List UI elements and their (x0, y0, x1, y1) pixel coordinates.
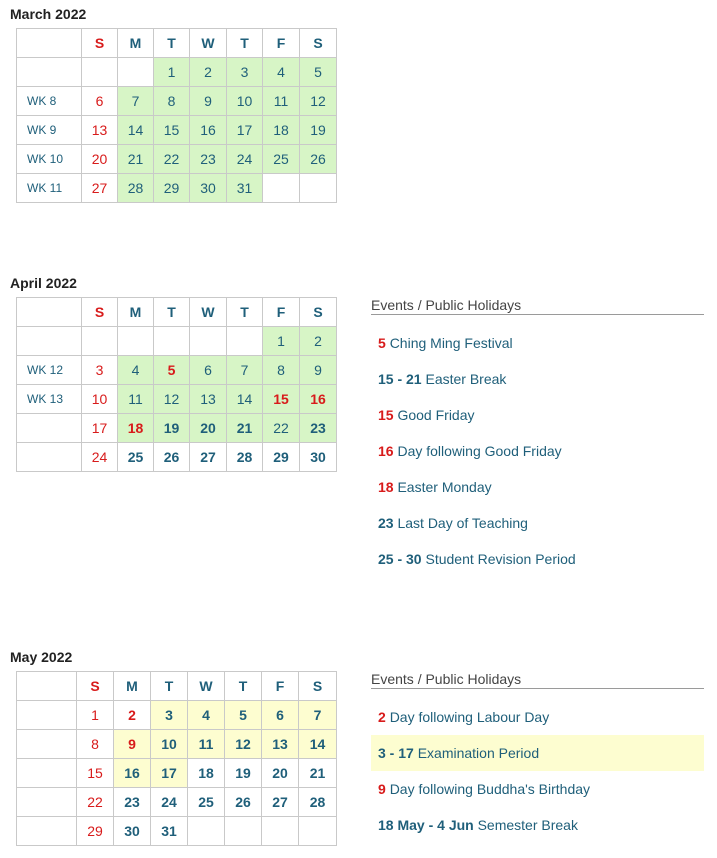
week-label (17, 759, 77, 788)
day-cell: 17 (227, 116, 263, 145)
day-cell: 4 (188, 701, 225, 730)
day-cell: 29 (154, 174, 190, 203)
week-label (17, 730, 77, 759)
day-cell: 24 (227, 145, 263, 174)
week-label (17, 414, 82, 443)
day-cell: 15 (154, 116, 190, 145)
event-date: 15 (378, 407, 394, 423)
event-text: Easter Monday (397, 479, 492, 495)
day-cell: 27 (190, 443, 227, 472)
day-cell: 31 (151, 817, 188, 846)
week-label (17, 788, 77, 817)
day-cell: 9 (114, 730, 151, 759)
day-cell: 20 (190, 414, 227, 443)
weekday-sat: S (300, 298, 337, 327)
events-heading: Events / Public Holidays (371, 297, 704, 315)
event-item (371, 771, 704, 807)
day-cell: 23 (114, 788, 151, 817)
day-cell: 18 (188, 759, 225, 788)
day-cell: 20 (82, 145, 118, 174)
day-cell: 16 (300, 385, 337, 414)
day-cell: 8 (77, 730, 114, 759)
weekday-header-row (17, 298, 337, 327)
day-cell: 5 (225, 701, 262, 730)
day-cell: 12 (225, 730, 262, 759)
day-cell: 10 (82, 385, 118, 414)
week-label (17, 327, 82, 356)
weekday-mon: M (118, 29, 154, 58)
week-label (17, 817, 77, 846)
event-item (371, 735, 704, 771)
day-cell: 16 (190, 116, 227, 145)
weekday-fri: F (263, 298, 300, 327)
week-label: WK 11 (17, 174, 82, 203)
day-cell: 18 (263, 116, 300, 145)
day-cell: 19 (300, 116, 337, 145)
day-cell: 1 (154, 58, 190, 87)
week-label (17, 58, 82, 87)
day-cell: 14 (299, 730, 337, 759)
day-cell: 6 (190, 356, 227, 385)
day-cell: 14 (118, 116, 154, 145)
day-cell: 9 (300, 356, 337, 385)
week-row (17, 730, 337, 759)
day-cell: 21 (118, 145, 154, 174)
day-cell: 21 (227, 414, 263, 443)
event-text: Examination Period (417, 745, 540, 761)
day-cell: 22 (263, 414, 300, 443)
day-cell: 25 (118, 443, 154, 472)
day-cell: 24 (82, 443, 118, 472)
day-cell: 23 (190, 145, 227, 174)
day-cell: 15 (263, 385, 300, 414)
week-row (17, 443, 337, 472)
day-cell: 26 (154, 443, 190, 472)
week-label: WK 10 (17, 145, 82, 174)
event-date: 2 (378, 709, 386, 725)
day-cell: 10 (151, 730, 188, 759)
day-cell: 10 (227, 87, 263, 116)
event-text: Semester Break (477, 817, 578, 833)
day-cell: 19 (225, 759, 262, 788)
event-date: 5 (378, 335, 386, 351)
week-label-header (17, 672, 77, 701)
event-text: Day following Good Friday (397, 443, 562, 459)
day-cell: 26 (225, 788, 262, 817)
calendar-march (16, 28, 337, 203)
day-cell: 2 (114, 701, 151, 730)
day-cell: 2 (190, 58, 227, 87)
week-row (17, 87, 337, 116)
day-cell: 30 (300, 443, 337, 472)
day-cell: 1 (263, 327, 300, 356)
event-text: Day following Buddha's Birthday (389, 781, 591, 797)
weekday-sat: S (300, 29, 337, 58)
day-cell (188, 817, 225, 846)
event-date: 3 - 17 (378, 745, 414, 761)
day-cell: 22 (77, 788, 114, 817)
weekday-wed: W (188, 672, 225, 701)
weekday-header-row (17, 29, 337, 58)
events-may (371, 671, 704, 843)
day-cell: 7 (118, 87, 154, 116)
week-row (17, 356, 337, 385)
weekday-mon: M (114, 672, 151, 701)
weekday-sun: S (82, 298, 118, 327)
day-cell: 25 (263, 145, 300, 174)
calendar-may (16, 671, 337, 846)
week-label-header (17, 29, 82, 58)
day-cell: 15 (77, 759, 114, 788)
day-cell: 16 (114, 759, 151, 788)
day-cell: 21 (299, 759, 337, 788)
day-cell: 7 (227, 356, 263, 385)
day-cell: 20 (262, 759, 299, 788)
week-row (17, 174, 337, 203)
week-label (17, 701, 77, 730)
day-cell: 27 (262, 788, 299, 817)
day-cell: 13 (262, 730, 299, 759)
event-text: Easter Break (425, 371, 507, 387)
event-text: Student Revision Period (425, 551, 576, 567)
event-item (371, 699, 704, 735)
month-title-march: March 2022 (10, 6, 87, 22)
day-cell: 3 (151, 701, 188, 730)
day-cell (82, 327, 118, 356)
day-cell: 31 (227, 174, 263, 203)
weekday-tue: T (154, 29, 190, 58)
event-item (371, 807, 704, 843)
day-cell (118, 58, 154, 87)
day-cell: 7 (299, 701, 337, 730)
event-date: 16 (378, 443, 394, 459)
events-april (371, 297, 704, 577)
event-text: Ching Ming Festival (389, 335, 513, 351)
event-text: Good Friday (397, 407, 475, 423)
day-cell (263, 174, 300, 203)
week-row (17, 385, 337, 414)
week-label: WK 9 (17, 116, 82, 145)
week-row (17, 58, 337, 87)
weekday-thu: T (225, 672, 262, 701)
week-label: WK 12 (17, 356, 82, 385)
day-cell: 1 (77, 701, 114, 730)
day-cell: 8 (154, 87, 190, 116)
event-item (371, 433, 704, 469)
weekday-header-row (17, 672, 337, 701)
day-cell: 13 (82, 116, 118, 145)
day-cell: 9 (190, 87, 227, 116)
weekday-mon: M (118, 298, 154, 327)
event-item (371, 469, 704, 505)
day-cell: 14 (227, 385, 263, 414)
event-date: 18 (378, 479, 394, 495)
weekday-sun: S (82, 29, 118, 58)
day-cell: 29 (263, 443, 300, 472)
day-cell: 6 (82, 87, 118, 116)
day-cell: 17 (151, 759, 188, 788)
weekday-tue: T (154, 298, 190, 327)
day-cell (225, 817, 262, 846)
day-cell: 22 (154, 145, 190, 174)
event-item (371, 397, 704, 433)
weekday-fri: F (263, 29, 300, 58)
day-cell: 8 (263, 356, 300, 385)
week-label-header (17, 298, 82, 327)
weekday-wed: W (190, 298, 227, 327)
event-date: 9 (378, 781, 386, 797)
day-cell (227, 327, 263, 356)
day-cell: 11 (263, 87, 300, 116)
day-cell: 25 (188, 788, 225, 817)
weekday-thu: T (227, 298, 263, 327)
day-cell (82, 58, 118, 87)
day-cell: 30 (190, 174, 227, 203)
day-cell: 4 (118, 356, 154, 385)
day-cell: 27 (82, 174, 118, 203)
event-date: 18 May - 4 Jun (378, 817, 474, 833)
day-cell: 26 (300, 145, 337, 174)
week-row (17, 817, 337, 846)
week-row (17, 414, 337, 443)
day-cell: 12 (154, 385, 190, 414)
month-title-april: April 2022 (10, 275, 77, 291)
day-cell (299, 817, 337, 846)
day-cell: 19 (154, 414, 190, 443)
week-label: WK 13 (17, 385, 82, 414)
day-cell: 13 (190, 385, 227, 414)
day-cell: 3 (227, 58, 263, 87)
events-heading: Events / Public Holidays (371, 671, 704, 689)
weekday-thu: T (227, 29, 263, 58)
day-cell: 29 (77, 817, 114, 846)
day-cell (262, 817, 299, 846)
day-cell: 24 (151, 788, 188, 817)
day-cell: 2 (300, 327, 337, 356)
event-item (371, 505, 704, 541)
month-title-may: May 2022 (10, 649, 73, 665)
event-text: Day following Labour Day (389, 709, 550, 725)
event-date: 23 (378, 515, 394, 531)
week-row (17, 116, 337, 145)
weekday-fri: F (262, 672, 299, 701)
event-text: Last Day of Teaching (397, 515, 528, 531)
day-cell: 11 (118, 385, 154, 414)
day-cell: 28 (299, 788, 337, 817)
day-cell: 5 (154, 356, 190, 385)
day-cell (300, 174, 337, 203)
day-cell: 12 (300, 87, 337, 116)
event-item (371, 325, 704, 361)
week-row (17, 788, 337, 817)
day-cell: 11 (188, 730, 225, 759)
day-cell: 5 (300, 58, 337, 87)
day-cell: 3 (82, 356, 118, 385)
day-cell (118, 327, 154, 356)
event-item (371, 361, 704, 397)
day-cell: 30 (114, 817, 151, 846)
day-cell: 28 (227, 443, 263, 472)
week-row (17, 145, 337, 174)
weekday-tue: T (151, 672, 188, 701)
day-cell (190, 327, 227, 356)
event-date: 25 - 30 (378, 551, 422, 567)
calendar-april (16, 297, 337, 472)
day-cell: 18 (118, 414, 154, 443)
day-cell: 4 (263, 58, 300, 87)
weekday-sun: S (77, 672, 114, 701)
event-date: 15 - 21 (378, 371, 422, 387)
weekday-wed: W (190, 29, 227, 58)
week-label (17, 443, 82, 472)
week-label: WK 8 (17, 87, 82, 116)
day-cell (154, 327, 190, 356)
weekday-sat: S (299, 672, 337, 701)
day-cell: 6 (262, 701, 299, 730)
day-cell: 17 (82, 414, 118, 443)
week-row (17, 701, 337, 730)
day-cell: 28 (118, 174, 154, 203)
week-row (17, 759, 337, 788)
week-row (17, 327, 337, 356)
day-cell: 23 (300, 414, 337, 443)
event-item (371, 541, 704, 577)
